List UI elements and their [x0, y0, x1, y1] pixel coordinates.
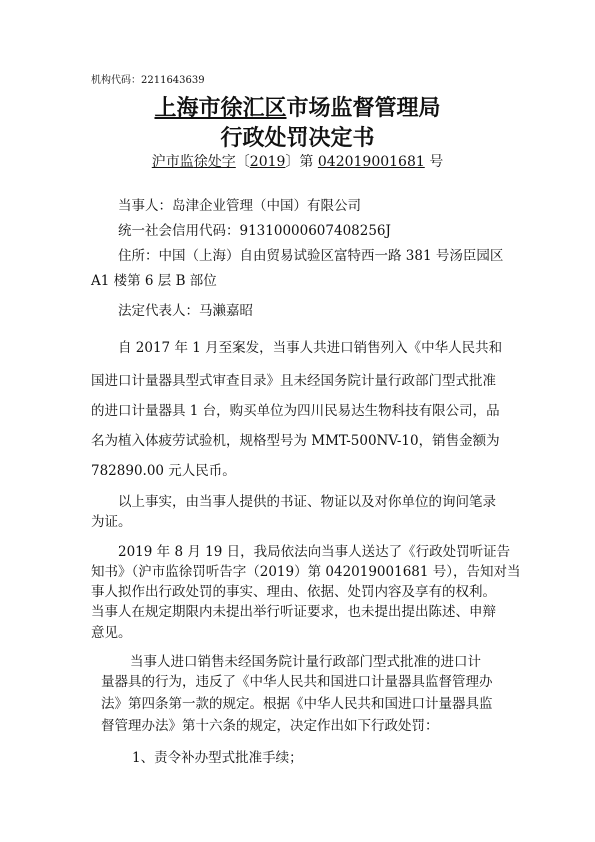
paragraph-line: 当事人进口销售未经国务院计量行政部门型式批准的进口计: [130, 654, 481, 670]
paragraph-line: 法》第四条第一款的规定。根据《中华人民共和国进口计量器具监: [101, 696, 493, 712]
paragraph-line: 名为植入体疲劳试验机，规格型号为 MMT-500NV-10，销售金额为: [91, 433, 500, 449]
paragraph-line: 的进口计量器具 1 台，购买单位为四川民易达生物科技有限公司，品: [91, 403, 500, 419]
doc-number-year-close: 〕: [285, 154, 300, 170]
title-bureau: 市场监督管理局: [286, 95, 441, 121]
paragraph-line: 自 2017 年 1 月至案发，当事人共进口销售列入《中华人民共和: [118, 340, 503, 356]
party-name: 当事人：岛津企业管理（中国）有限公司: [118, 198, 361, 214]
doc-number-suffix: 号: [424, 154, 444, 170]
legal-representative: 法定代表人：马濑嘉昭: [118, 303, 253, 319]
penalty-item-1: 1、责令补办型式批准手续；: [132, 750, 303, 766]
doc-number-prefix: 沪市监: [151, 154, 194, 170]
paragraph-line: 当事人在规定期限内未提出举行听证要求，也未提出提出陈述、申辩: [91, 604, 496, 620]
doc-number-year-open: 〔: [235, 154, 250, 170]
address-line-1: 住所：中国（上海）自由贸易试验区富特西一路 381 号汤臣园区: [118, 248, 504, 264]
doc-number-year: 2019: [249, 154, 286, 170]
document-title: 行政处罚决定书: [220, 125, 375, 151]
paragraph-line: 2019 年 8 月 19 日，我局依法向当事人送达了《行政处罚听证告: [118, 544, 511, 560]
paragraph-line: 量器具的行为，违反了《中华人民共和国进口计量器具监督管理办: [101, 674, 493, 690]
paragraph-line: 国进口计量器具型式审查目录》且未经国务院计量行政部门型式批准: [91, 373, 496, 389]
paragraph-line: 782890.00 元人民币。: [91, 463, 236, 479]
paragraph-line: 意见。: [91, 625, 132, 641]
title-district: 上海市徐汇区: [154, 95, 287, 121]
paragraph-line: 事人拟作出行政处罚的事实、理由、依据、处罚内容及享有的权利。: [91, 584, 496, 600]
paragraph-line: 为证。: [91, 514, 132, 530]
paragraph-line: 督管理办法》第十六条的规定，决定作出如下行政处罚：: [101, 718, 439, 734]
address-line-2: A1 楼第 6 层 B 部位: [91, 273, 217, 289]
paragraph-line: 知书》（沪市监徐罚听告字（2019）第 042019001681 号），告知对当: [91, 564, 521, 580]
org-code: 机构代码：2211643639: [91, 75, 205, 86]
document-number: [0, 152, 595, 172]
credit-code: 统一社会信用代码：91310000607408256J: [118, 223, 391, 239]
doc-number-di: 第: [299, 154, 318, 170]
doc-number-value: 042019001681: [317, 154, 425, 170]
doc-number-dept: 徐处字: [193, 154, 236, 170]
issuing-authority-title: [0, 94, 595, 122]
paragraph-line: 以上事实，由当事人提供的书证、物证以及对你单位的询问笔录: [118, 494, 496, 510]
